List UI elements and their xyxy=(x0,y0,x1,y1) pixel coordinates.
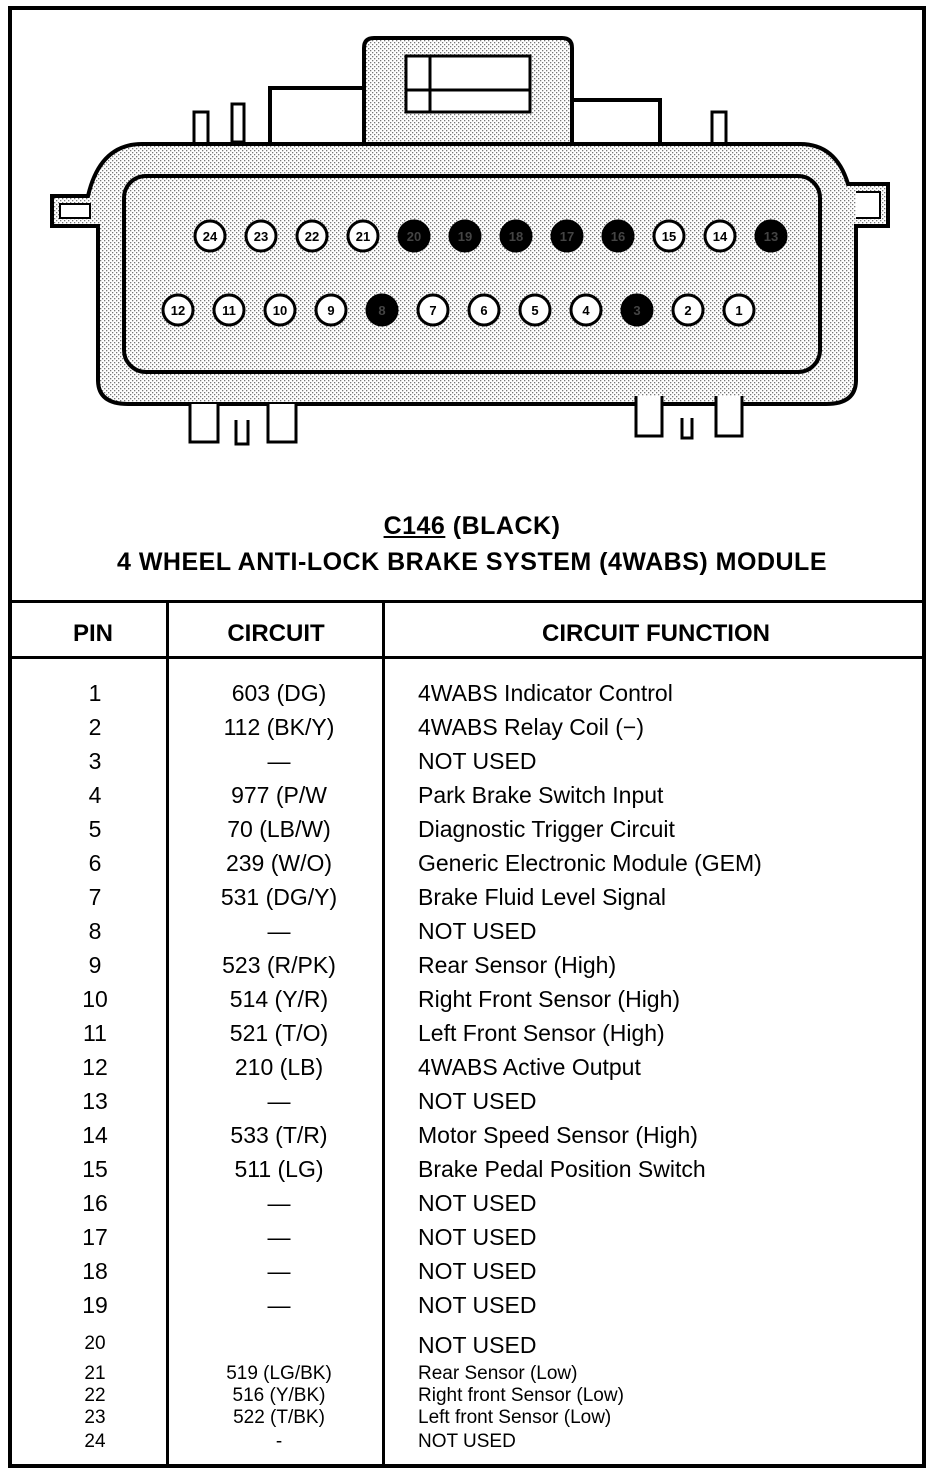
circuit-cell: 511 (LG) xyxy=(234,1156,324,1182)
connector-caption xyxy=(0,512,944,541)
connector-pin xyxy=(756,221,786,251)
circuit-function-cell: NOT USED xyxy=(418,1332,537,1358)
pin-number-cell: 18 xyxy=(82,1258,108,1284)
pin-number: 23 xyxy=(253,229,269,244)
circuit-cell: 210 (LB) xyxy=(234,1054,324,1080)
header-circuit: CIRCUIT xyxy=(227,620,325,647)
circuit-function-cell: Right front Sensor (Low) xyxy=(418,1385,624,1406)
connector-pin xyxy=(622,295,652,325)
circuit-function-cell: NOT USED xyxy=(418,1292,537,1318)
connector-pin xyxy=(214,295,244,325)
circuit-cell: - xyxy=(275,1431,283,1452)
pin-number-cell: 24 xyxy=(84,1431,106,1452)
circuit-cell: 533 (T/R) xyxy=(230,1122,328,1148)
connector-pin xyxy=(316,295,346,325)
circuit-function-cell: NOT USED xyxy=(418,1190,537,1216)
circuit-function-cell: Right Front Sensor (High) xyxy=(418,986,681,1012)
circuit-cell: — xyxy=(267,918,291,944)
connector-c146-face-view xyxy=(0,0,944,460)
circuit-function-cell: NOT USED xyxy=(418,918,537,944)
pin-number: 24 xyxy=(202,229,218,244)
circuit-cell: — xyxy=(267,748,291,774)
pin-number: 17 xyxy=(559,229,575,244)
pin-number: 1 xyxy=(735,303,743,318)
pin-number-cell: 3 xyxy=(88,748,102,774)
pin-number-cell: 12 xyxy=(82,1054,108,1080)
pin-number: 10 xyxy=(272,303,288,318)
connector-id: C146 xyxy=(383,512,446,540)
connector-pin xyxy=(654,221,684,251)
circuit-cell: — xyxy=(267,1258,291,1284)
connector-pin xyxy=(367,295,397,325)
circuit-function-cell: 4WABS Active Output xyxy=(418,1054,641,1080)
pin-number-cell: 20 xyxy=(84,1333,106,1354)
circuit-function-cell: Brake Fluid Level Signal xyxy=(418,884,667,910)
circuit-cell: — xyxy=(267,1224,291,1250)
connector-pin xyxy=(265,295,295,325)
latch-window xyxy=(406,56,530,112)
pin-number: 22 xyxy=(304,229,320,244)
pin-number: 7 xyxy=(429,303,437,318)
connector-pin xyxy=(724,295,754,325)
pin-number-cell: 8 xyxy=(88,918,102,944)
circuit-cell: 70 (LB/W) xyxy=(227,816,331,842)
pin-number: 4 xyxy=(582,303,590,318)
pin-number-cell: 2 xyxy=(88,714,102,740)
circuit-function-cell: NOT USED xyxy=(418,1088,537,1114)
circuit-function-cell: NOT USED xyxy=(418,748,537,774)
connector-pin xyxy=(246,221,276,251)
header-pin: PIN xyxy=(72,620,113,647)
pin-number-cell: 21 xyxy=(84,1363,106,1384)
connector-pin xyxy=(195,221,225,251)
pin-number: 16 xyxy=(610,229,626,244)
pin-number: 18 xyxy=(508,229,524,244)
table-header-rule xyxy=(10,656,924,659)
pin-number-cell: 6 xyxy=(88,850,102,876)
pin-number: 20 xyxy=(406,229,422,244)
circuit-cell: 977 (P/W xyxy=(231,782,327,808)
header-circuit-function: CIRCUIT FUNCTION xyxy=(542,620,770,647)
module-name: 4 WHEEL ANTI-LOCK BRAKE SYSTEM (4WABS) MODULE xyxy=(116,548,827,576)
connector-cavity xyxy=(124,176,820,372)
pin-number: 6 xyxy=(480,303,488,318)
circuit-function-cell: NOT USED xyxy=(418,1258,537,1284)
connector-pin xyxy=(520,295,550,325)
circuit-cell: 239 (W/O) xyxy=(225,850,333,876)
pin-number: 21 xyxy=(355,229,371,244)
circuit-function-cell: Rear Sensor (Low) xyxy=(418,1363,578,1384)
pin-number: 15 xyxy=(661,229,677,244)
circuit-cell: 603 (DG) xyxy=(231,680,327,706)
pin-number-cell: 19 xyxy=(82,1292,108,1318)
circuit-cell: 522 (T/BK) xyxy=(233,1407,325,1428)
connector-pin xyxy=(673,295,703,325)
circuit-function-cell: 4WABS Relay Coil (−) xyxy=(418,714,645,740)
pin-number-cell: 15 xyxy=(82,1156,108,1182)
circuit-function-cell: 4WABS Indicator Control xyxy=(418,680,673,706)
circuit-cell: 514 (Y/R) xyxy=(229,986,329,1012)
pin-number-cell: 7 xyxy=(88,884,102,910)
circuit-function-cell: Brake Pedal Position Switch xyxy=(418,1156,706,1182)
pin-number: 13 xyxy=(763,229,779,244)
connector-pin xyxy=(399,221,429,251)
pin-number-cell: 4 xyxy=(88,782,102,808)
pin-number: 12 xyxy=(170,303,186,318)
pin-number: 11 xyxy=(222,303,236,318)
circuit-function-cell: Rear Sensor (High) xyxy=(418,952,617,978)
pin-number-cell: 5 xyxy=(88,816,102,842)
pin-number-cell: 22 xyxy=(84,1385,106,1406)
pin-number: 19 xyxy=(457,229,473,244)
circuit-function-cell: Motor Speed Sensor (High) xyxy=(418,1122,698,1148)
connector-pin xyxy=(603,221,633,251)
pin-number: 3 xyxy=(633,303,641,318)
pin-number-cell: 14 xyxy=(82,1122,108,1148)
circuit-cell: 523 (R/PK) xyxy=(222,952,336,978)
circuit-function-cell: Park Brake Switch Input xyxy=(418,782,664,808)
circuit-function-cell: NOT USED xyxy=(418,1224,537,1250)
pin-number-cell: 17 xyxy=(82,1224,108,1250)
circuit-function-cell: Left front Sensor (Low) xyxy=(418,1407,612,1428)
connector-pin xyxy=(571,295,601,325)
pin-number-cell: 11 xyxy=(83,1020,107,1046)
connector-pin xyxy=(418,295,448,325)
circuit-function-cell: NOT USED xyxy=(418,1431,516,1452)
pin-number-cell: 13 xyxy=(82,1088,108,1114)
connector-pin xyxy=(450,221,480,251)
table-top-rule xyxy=(10,600,924,603)
connector-pin xyxy=(297,221,327,251)
circuit-cell: — xyxy=(267,1190,291,1216)
pin-number-cell: 10 xyxy=(82,986,108,1012)
pin-number-cell: 16 xyxy=(82,1190,108,1216)
circuit-cell: 519 (LG/BK) xyxy=(226,1363,332,1384)
circuit-cell: 516 (Y/BK) xyxy=(232,1385,326,1406)
pin-number: 2 xyxy=(684,303,692,318)
circuit-function-cell: Left Front Sensor (High) xyxy=(418,1020,665,1046)
circuit-cell: 112 (BK/Y) xyxy=(223,714,335,740)
pin-number: 9 xyxy=(327,303,335,318)
pin-number-cell: 23 xyxy=(84,1407,106,1428)
connector-pin xyxy=(501,221,531,251)
pin-number-cell: 1 xyxy=(88,680,102,706)
circuit-cell: — xyxy=(267,1088,291,1114)
circuit-cell: 531 (DG/Y) xyxy=(220,884,338,910)
connector-pin xyxy=(163,295,193,325)
pin-number-cell: 9 xyxy=(88,952,102,978)
circuit-cell: 521 (T/O) xyxy=(229,1020,329,1046)
pin-number: 14 xyxy=(712,229,728,244)
connector-pin xyxy=(469,295,499,325)
pin-number: 5 xyxy=(531,303,539,318)
circuit-function-cell: Diagnostic Trigger Circuit xyxy=(418,816,675,842)
connector-pin xyxy=(348,221,378,251)
circuit-cell: — xyxy=(267,1292,291,1318)
connector-pin xyxy=(552,221,582,251)
circuit-function-cell: Generic Electronic Module (GEM) xyxy=(418,850,762,876)
pin-number: 8 xyxy=(378,303,386,318)
connector-color: (BLACK) xyxy=(452,512,561,540)
connector-pin xyxy=(705,221,735,251)
